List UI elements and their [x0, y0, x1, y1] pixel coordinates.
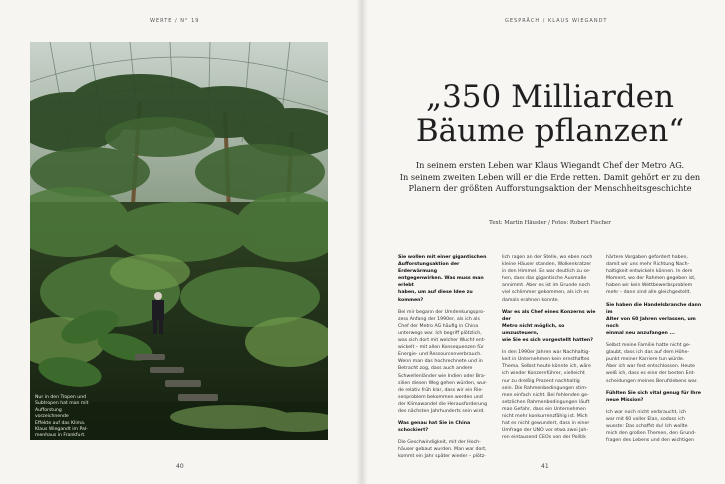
text-line: neue Mission? [606, 397, 644, 403]
gutter-shadow [356, 0, 368, 484]
text-line: haben, um auf diese Idee zu kommen? [398, 290, 473, 303]
text-line: Bei mir begann der Umdenkungspro- [398, 309, 485, 315]
text-line: entgegenwirken. Was muss man erlebt [398, 276, 484, 289]
text-line: viel schlimmer gekommen, als ich es [502, 290, 589, 296]
greenhouse-photo [30, 42, 328, 440]
interview-question [502, 309, 600, 344]
text-line: Selbst meine Familie hatte nicht ge- [606, 343, 691, 349]
text-line: In den 1990er Jahren war Nachhaltig- [502, 350, 590, 356]
interview-answer [606, 342, 704, 385]
caption-line: Aufforstung vorzeichnende [35, 407, 69, 420]
text-line: nicht mehr konkurrenzfähig ist. Mich [502, 413, 588, 419]
article-headline [400, 80, 700, 148]
text-line: Wenn man das hochrechnete und in [398, 359, 483, 365]
running-head-right: GESPRÄCH / KLAUS WIEGANDT [505, 18, 608, 24]
text-line: Die Geschwindigkeit, mit der Hoch- [398, 440, 481, 446]
text-line: Energie- und Ressourcenverbrauch. [398, 352, 482, 358]
text-line: der Klimawandel die Herausforderung [398, 401, 488, 407]
text-line: häuser gebaut wurden. Man war dort, [398, 447, 487, 453]
text-line: haltigkeit entwickeln können. In dem [606, 269, 693, 275]
text-line: Alter von 60 Jahren verlassen, um noch [606, 316, 696, 329]
text-line: setzlichen Rahmenbedingungen läuft [502, 399, 590, 405]
author-credit: Text: Martin Häusler / Fotos: Robert Fischer [489, 220, 611, 226]
text-line: nur zu dreißig Prozent nachhaltig [502, 378, 580, 384]
caption-line: Nur in den Tropen und [35, 395, 87, 400]
caption-line: menhaus in Frankfurt. [35, 433, 86, 439]
interview-answer [398, 309, 496, 415]
text-column-3 [606, 254, 704, 444]
caption-line: Subtropen hat man mit [35, 401, 89, 407]
greenhouse-illustration [30, 42, 328, 440]
text-line: annimmt. Aber es ist im Grunde noch [502, 283, 591, 289]
interview-answer [502, 349, 600, 441]
text-line: Sie haben die Handelsbranche dann im [606, 302, 702, 315]
text-line: kommt ein Jahr später wieder – plötz- [398, 454, 486, 460]
text-line: Schwellenländer wie Indien oder Bra- [398, 373, 486, 379]
text-line: de relativ früh klar, dass wir ein Rie- [398, 387, 483, 393]
text-line: was sich dort mit welcher Wucht ent- [398, 338, 486, 344]
text-line: men einfach nicht. Bei fehlenden ge- [502, 392, 589, 398]
text-line: ich wieder Konzernführer, vielleicht [502, 371, 585, 377]
headline-line: „350 Milliarden [426, 79, 674, 115]
caption-line: Effekte auf das Klima. [35, 420, 86, 426]
text-column-2 [502, 254, 600, 441]
text-line: damals erahnen konnte. [502, 297, 560, 303]
text-line: Betracht zog, dass auch andere [398, 366, 473, 372]
dek-line: In seinem ersten Leben war Klaus Wiegandt Chef der Metro AG. [415, 160, 685, 170]
text-line: War es als Chef eines Konzerns wie der [502, 309, 596, 322]
text-line: Aber ich war fest entschlossen. Heute [606, 364, 695, 370]
text-line: in den Himmel. Es war deutlich zu se- [502, 269, 591, 275]
text-line: glaubt, dass ich das auf dem Höhe- [606, 350, 690, 356]
text-line: des nächsten Jahrhunderts sein wird. [398, 408, 485, 414]
text-line: Aufforstungsaktion der Erderwärmung [398, 262, 460, 275]
text-line: Moment, wo der Rahmen gegeben ist, [606, 276, 696, 282]
article-dek [395, 160, 705, 195]
text-line: war mit 60 voller Elan, sodass ich [606, 416, 685, 422]
text-line: Fühlten Sie sich vital genug für Ihre [606, 390, 701, 396]
text-line: wie Sie es sich vorgestellt hatten? [502, 338, 593, 344]
interview-answer [502, 254, 600, 304]
dek-line: Planern der größten Aufforstungsaktion der Menschheitsgeschichte [408, 183, 692, 193]
dek-line: In seinem zweiten Leben will er die Erde retten. Damit gehört er zu den [399, 171, 701, 182]
text-line: weiß ich, dass es eine der besten Ent- [606, 371, 696, 377]
text-line: hen, dass das gigantische Ausmaße [502, 276, 587, 282]
page-number-right: 41 [541, 463, 549, 470]
interview-answer [606, 254, 704, 297]
text-line: Thema. Selbst heute könnte ich, wäre [502, 364, 591, 370]
caption-line: Klaus Wiegandt im Pal- [35, 427, 88, 433]
text-line: fragen des Lebens und den wichtigen [606, 438, 695, 444]
text-line: härtere Vorgaben gefordert haben, [606, 255, 688, 260]
text-line: senproblem bekommen werden und [398, 394, 483, 400]
text-line: wickelt – mit allen Konsequenzen für [398, 345, 484, 351]
text-line: lich ragen an der Stelle, wo eben noch [502, 255, 593, 260]
text-line: Was genau hat Sie in China schockiert? [398, 421, 471, 434]
text-line: Umfrage der UNO vor etwa zwei Jah- [502, 428, 589, 434]
interview-question [398, 254, 496, 304]
text-line: unterwegs war. Ich begriff plötzlich, [398, 330, 482, 336]
text-line: sein. Die Rahmenbedingungen stim- [502, 385, 588, 391]
text-line: keit in Unternehmen kein ernsthaftes [502, 357, 590, 363]
interview-question [606, 390, 704, 404]
text-line: silien diesen Weg gehen würden, wur- [398, 380, 488, 386]
text-line: hat es nicht gewundert, dass in einer [502, 421, 590, 427]
left-page [0, 0, 362, 484]
interview-question [606, 302, 704, 337]
text-line: Metro nicht möglich, so umzusteuern, [502, 323, 565, 336]
text-line: damit wir uns mehr Richtung Nach- [606, 262, 690, 268]
running-head-left: WERTE / N° 19 [150, 18, 200, 24]
text-line: wusste: Das schaffst du! Ich wollte [606, 423, 688, 429]
text-line: ren eintausend CEOs von der Politik [502, 435, 586, 441]
text-line: punkt meiner Karriere tun würde. [606, 357, 685, 363]
photo-caption [35, 395, 91, 440]
interview-question [398, 420, 496, 434]
text-line: Sie wollen mit einer gigantischen [398, 255, 487, 260]
page-number-left: 40 [176, 463, 184, 470]
headline-line: Bäume pflanzen“ [415, 113, 685, 149]
text-line: Chef der Metro AG häufig in China [398, 323, 479, 329]
text-line: mich den großen Themen, den Grund- [606, 431, 696, 437]
text-line: Ich war noch nicht verbraucht, ich [606, 409, 687, 415]
text-line: einmal neu anzufangen ... [606, 330, 675, 336]
interview-answer [398, 439, 496, 460]
text-line: man Gefahr, dass ein Unternehmen [502, 406, 586, 412]
text-line: zess Anfang der 1990er, als ich als [398, 316, 480, 322]
interview-answer [606, 409, 704, 444]
text-line: haben wir kein Wettbewerbsproblem [606, 283, 693, 289]
text-line: mehr – dann sind alle gleichgestellt. [606, 290, 691, 296]
text-line: kleine Häuser standen, Wolkenkratzer [502, 262, 592, 268]
text-column-1 [398, 254, 496, 461]
text-line: scheidungen meines Berufslebens war. [606, 378, 698, 384]
